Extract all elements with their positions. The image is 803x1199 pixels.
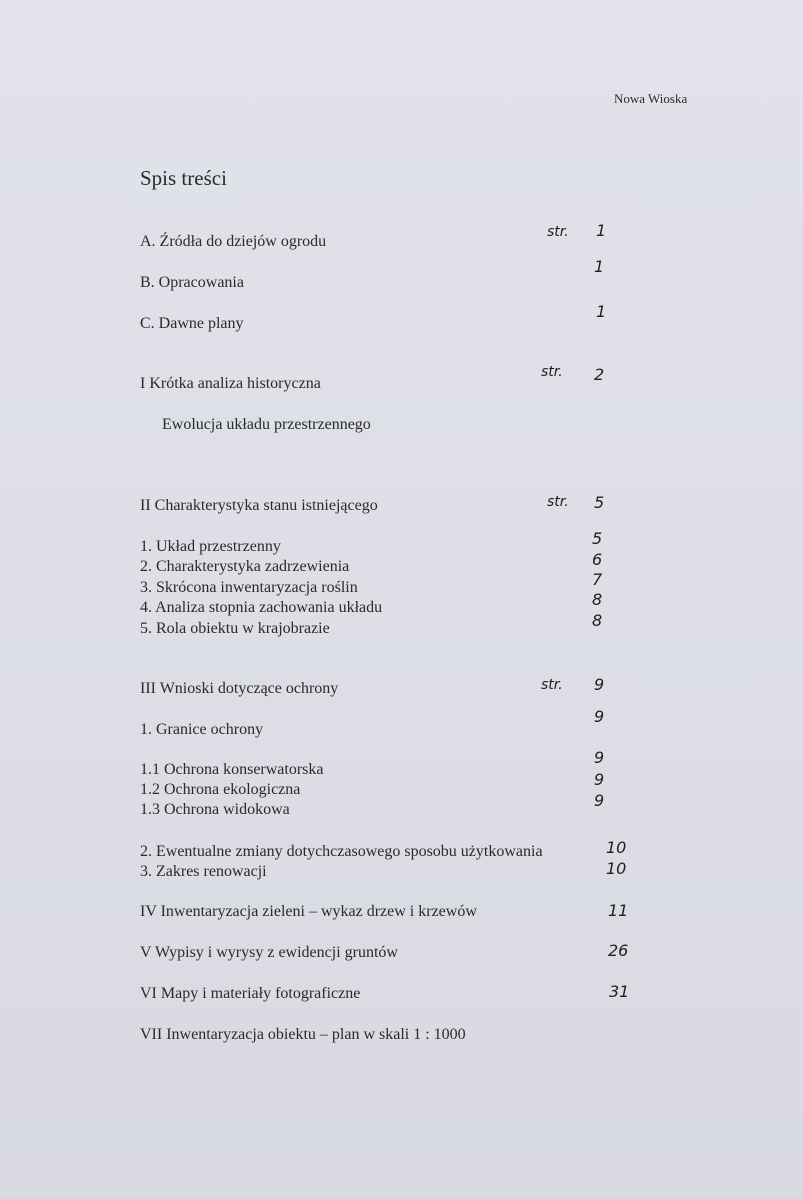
toc-entry-label: V Wypisy i wyrysy z ewidencji gruntów <box>140 944 398 961</box>
toc-entry-str: str. <box>547 224 569 240</box>
toc-entry-page: 31 <box>609 982 630 1001</box>
toc-entry-label: 2. Charakterystyka zadrzewienia <box>140 558 350 575</box>
toc-entry-page: 26 <box>608 941 629 960</box>
toc-entry-label: 1.3 Ochrona widokowa <box>140 801 290 818</box>
toc-entry-label: IV Inwentaryzacja zieleni – wykaz drzew i krzewów <box>140 903 477 920</box>
toc-entry-label: 3. Skrócona inwentaryzacja roślin <box>140 579 358 596</box>
toc-entry-page: 10 <box>606 859 627 878</box>
header-place: Nowa Wioska <box>614 91 688 106</box>
toc-entry-str: str. <box>541 677 563 693</box>
toc-entry-page: 9 <box>594 707 605 726</box>
toc-entry-page: 9 <box>594 675 605 694</box>
toc-entry-page: 1 <box>596 221 607 240</box>
toc-entry-label: 5. Rola obiektu w krajobrazie <box>140 620 330 637</box>
toc-entry-page: 11 <box>608 901 629 920</box>
toc-entry-page: 10 <box>606 838 627 857</box>
toc-entry-page: 8 <box>592 611 603 630</box>
toc-entry-label: 4. Analiza stopnia zachowania układu <box>140 599 383 616</box>
toc-entry-page: 5 <box>592 529 603 548</box>
toc-entry-page: 1 <box>594 257 605 276</box>
toc-entry-str: str. <box>541 364 563 380</box>
toc-entry-label: VII Inwentaryzacja obiektu – plan w skali 1 : 1000 <box>140 1026 466 1043</box>
toc-entry-page: 9 <box>594 748 605 767</box>
toc-entry-page: 1 <box>596 302 607 321</box>
toc-entry-label: 3. Zakres renowacji <box>140 863 267 880</box>
toc-entry-page: 9 <box>594 791 605 810</box>
toc-entry-label: Ewolucja układu przestrzennego <box>162 416 371 433</box>
toc-entry-label: 2. Ewentualne zmiany dotychczasowego sposobu użytkowania <box>140 843 543 860</box>
toc-entry-label: 1. Układ przestrzenny <box>140 538 281 555</box>
toc-entry-page: 8 <box>592 590 603 609</box>
toc-entry-label: I Krótka analiza historyczna <box>140 375 321 392</box>
toc-entry-page: 7 <box>592 570 603 589</box>
toc-entry-label: B. Opracowania <box>140 274 244 291</box>
toc-entry-page: 2 <box>594 365 605 384</box>
page-title: Spis treści <box>140 166 227 190</box>
toc-entry-label: 1.1 Ochrona konserwatorska <box>140 761 324 778</box>
toc-entry-page: 9 <box>594 770 605 789</box>
toc-entry-label: II Charakterystyka stanu istniejącego <box>140 497 378 514</box>
toc-entry-str: str. <box>547 494 569 510</box>
toc-entry-label: C. Dawne plany <box>140 315 244 332</box>
toc-entry-page: 6 <box>592 550 603 569</box>
toc-entry-page: 5 <box>594 493 605 512</box>
toc-entry-label: 1.2 Ochrona ekologiczna <box>140 781 301 798</box>
toc-entry-label: 1. Granice ochrony <box>140 721 264 738</box>
toc-entry-label: A. Źródła do dziejów ogrodu <box>140 233 327 250</box>
toc-entry-label: VI Mapy i materiały fotograficzne <box>140 985 361 1002</box>
toc-entry-label: III Wnioski dotyczące ochrony <box>140 680 339 697</box>
